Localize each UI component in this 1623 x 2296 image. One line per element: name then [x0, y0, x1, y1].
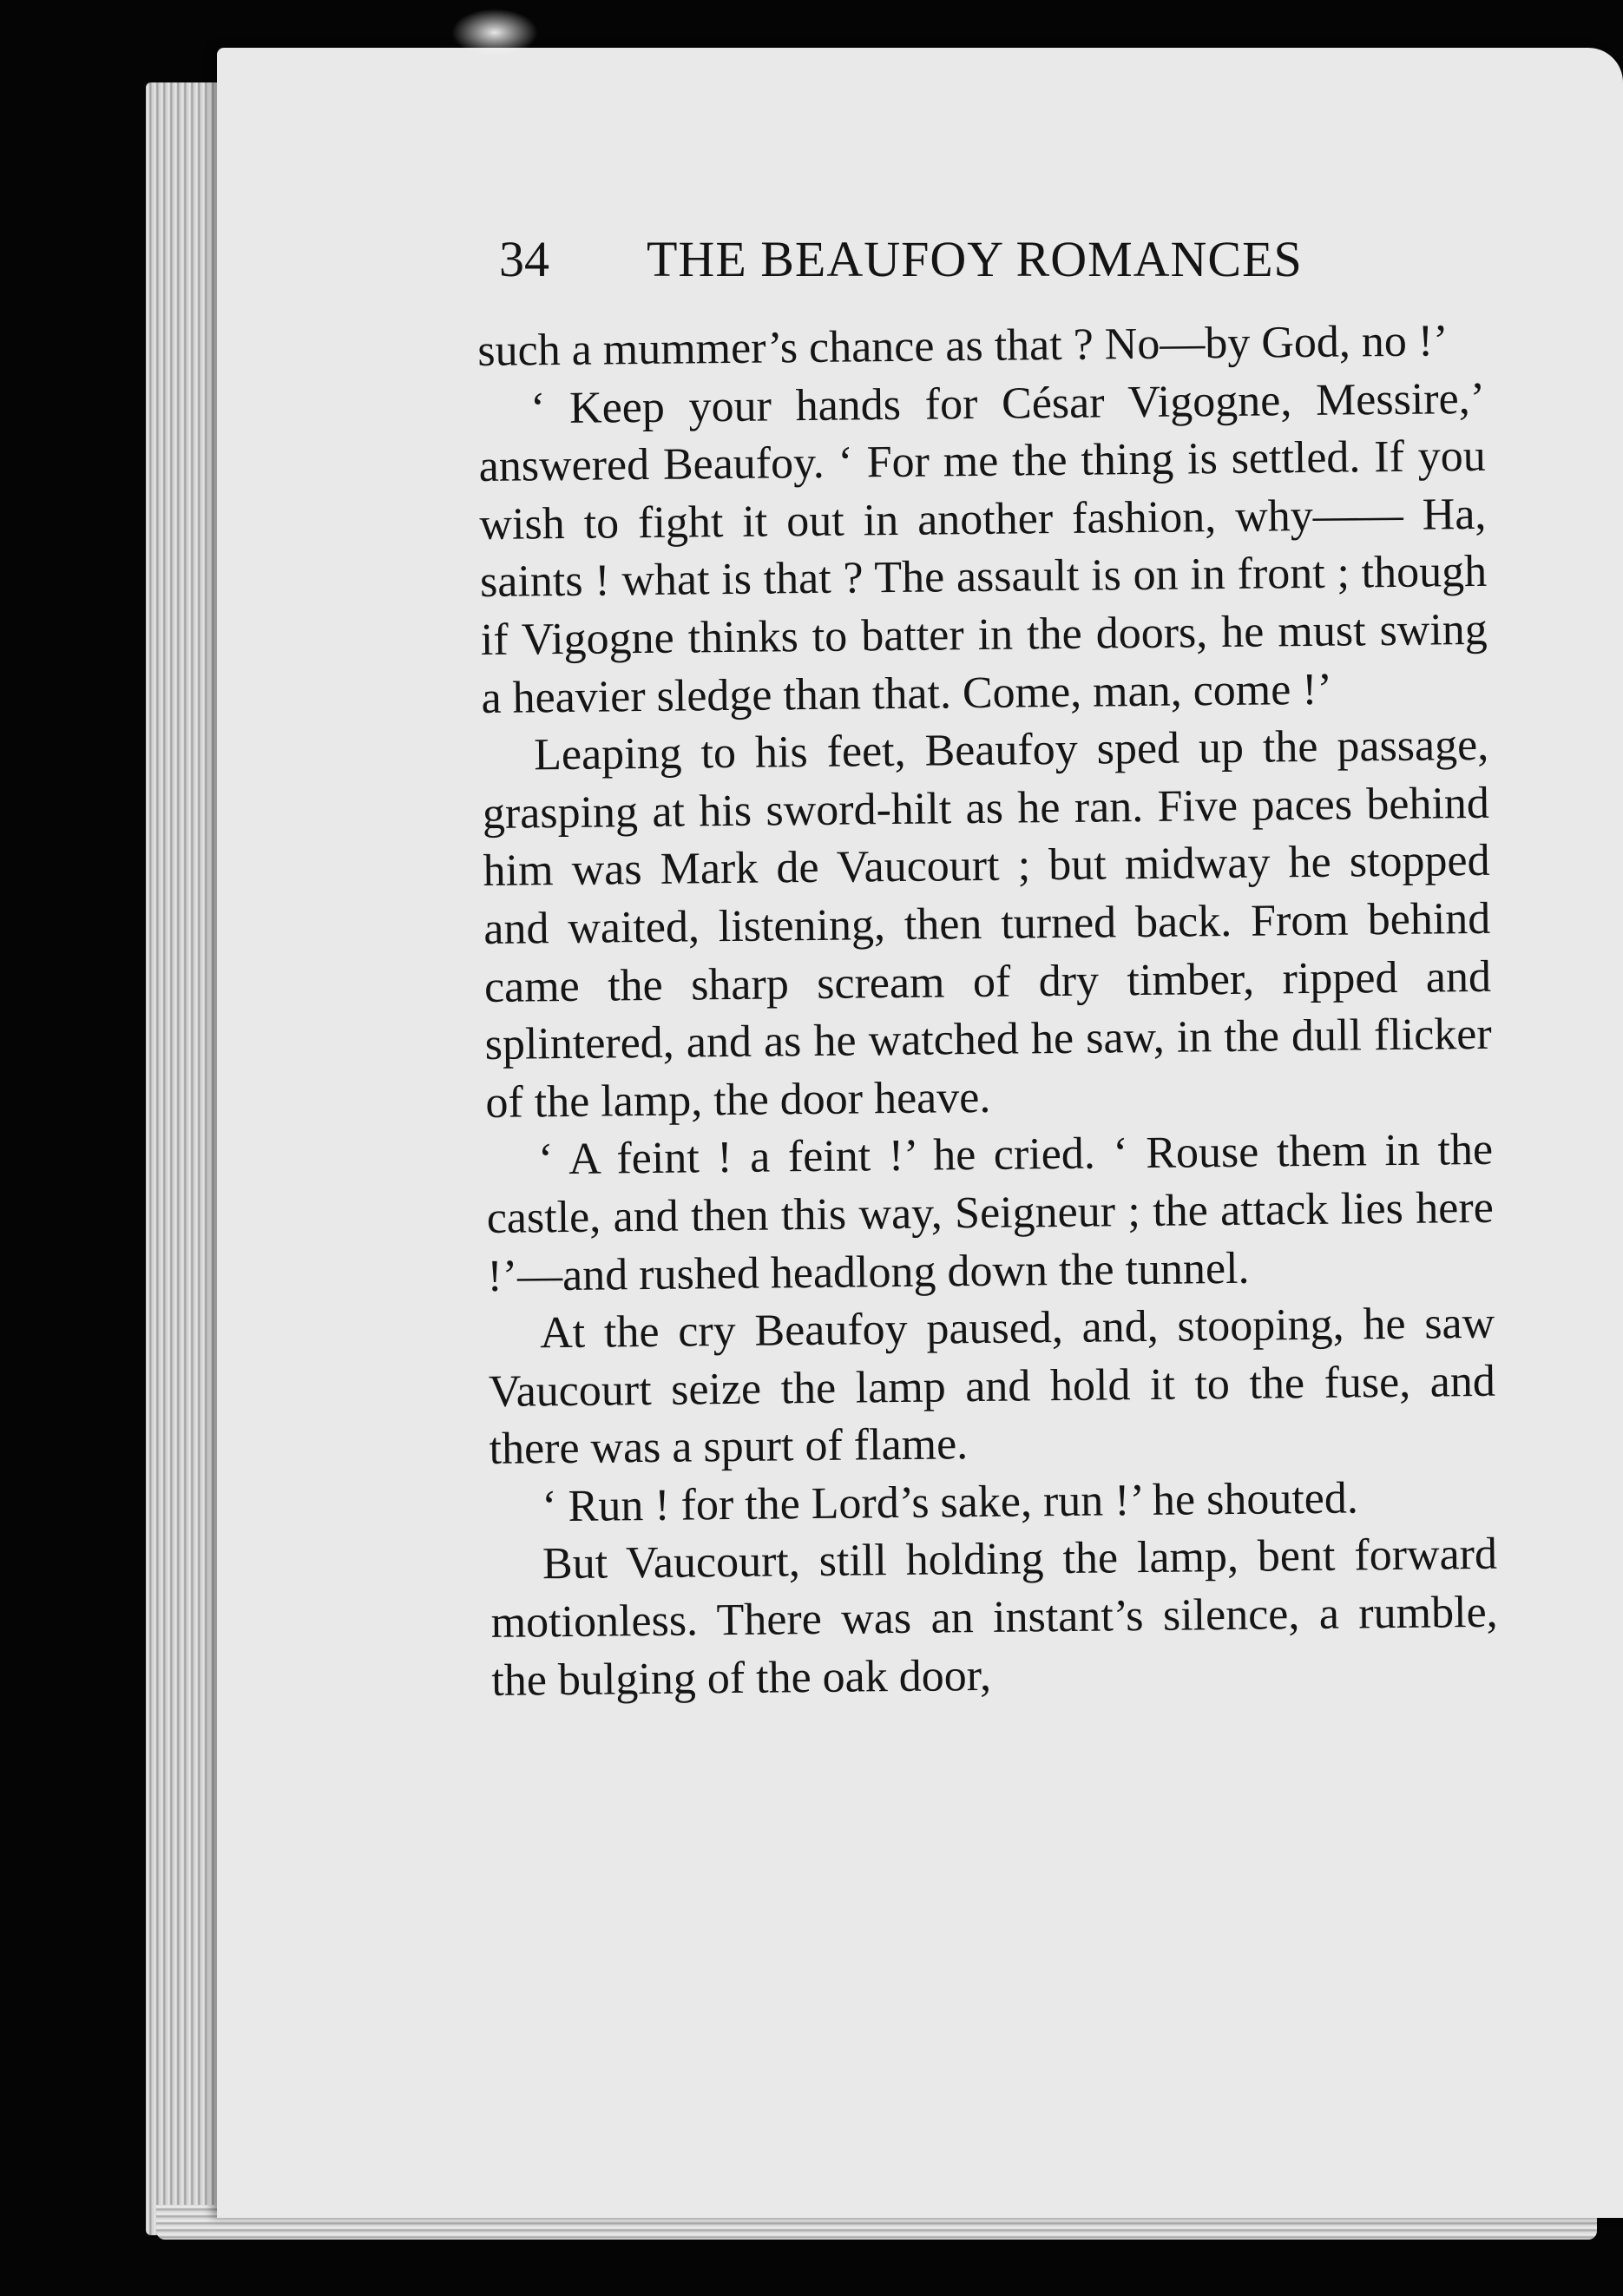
scan-glare [451, 9, 538, 56]
paragraph: ‘ Run ! for the Lord’s sake, run !’ he shouted. [541, 1473, 1359, 1532]
running-title: THE BEAUFOY ROMANCES [647, 231, 1303, 287]
paragraph: At the cry Beaufoy paused, and, stooping, he saw Vaucourt seize the lamp and hold it to the fuse, and there was a spurt of flame. [488, 1298, 1496, 1475]
paragraph: ‘ Keep your hands for César Vigogne, Messire,’ answered Beaufoy. ‘ For me the thing is settled. If you wish to fight it out in another fashion, why—— Ha, saints ! what is that ? The assault is on in front ; though if Vigogne thinks to batter in the doors, he must swing a heavier sledge than that. Come, man, come !’ [478, 373, 1488, 723]
body-text [477, 312, 1499, 1710]
paragraph: Leaping to his feet, Beaufoy sped up the passage, grasping at his sword-hilt as he ran. Five paces behind him was Mark de Vaucourt ; but midway he stopped and waited, listening, then turned back. From behind came the sharp scream of dry timber, ripped and splintered, and as he watched he saw, in the dull flicker of the lamp, the door heave. [482, 720, 1492, 1128]
paragraph: ‘ A feint ! a feint !’ he cried. ‘ Rouse them in the castle, and then this way, Seigneur ; the attack lies here !’—and rushed headlong down the tunnel. [486, 1125, 1495, 1301]
page-number: 34 [499, 231, 549, 287]
paragraph: But Vaucourt, still holding the lamp, bent forward motionless. There was an instant’s silence, a rumble, the bulging of the oak door, [490, 1530, 1498, 1706]
running-header [499, 230, 1367, 288]
paragraph: such a mummer’s chance as that ? No—by God, no !’ [477, 316, 1449, 376]
